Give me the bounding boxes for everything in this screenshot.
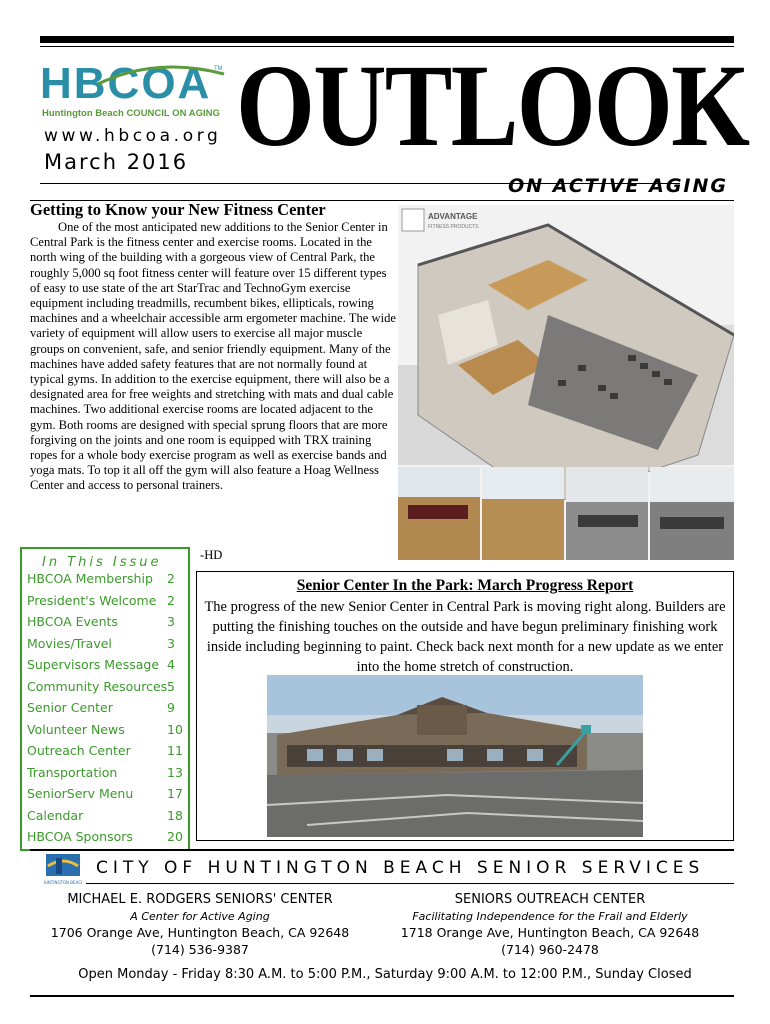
masthead-title: OUTLOOK bbox=[236, 40, 749, 171]
toc-item[interactable] bbox=[27, 571, 187, 592]
image-brand: ADVANTAGE bbox=[428, 212, 478, 221]
toc-item[interactable] bbox=[27, 657, 187, 678]
toc-label: President's Welcome bbox=[27, 592, 157, 608]
crest-caption: HUNTINGTON BEACH bbox=[44, 880, 82, 885]
toc-heading: In This Issue bbox=[42, 555, 162, 570]
city-crest-icon bbox=[44, 852, 82, 886]
toc-label: Community Resources bbox=[27, 678, 168, 694]
toc-item[interactable] bbox=[27, 765, 187, 786]
toc-item[interactable] bbox=[27, 786, 187, 807]
issue-date: March 2016 bbox=[44, 150, 189, 174]
toc-label: Calendar bbox=[27, 807, 84, 823]
footer-mid-rule bbox=[86, 883, 734, 884]
toc-item[interactable] bbox=[27, 722, 187, 743]
toc-page: 2 bbox=[167, 592, 175, 608]
footer-bottom-rule bbox=[30, 995, 734, 997]
toc-page: 4 bbox=[167, 657, 175, 672]
center2-subtitle: Facilitating Independence for the Frail and Elderly bbox=[412, 910, 688, 923]
toc-page: 11 bbox=[167, 743, 183, 758]
toc-label: SeniorServ Menu bbox=[27, 786, 134, 801]
progress-body: The progress of the new Senior Center in Central Park is moving right along. Builders are putting the finishing touches on the outside and have begun preliminary finishing work inside including beginning to paint. Check back next month for a new update as we enter into the home stretch of construction. bbox=[204, 599, 726, 675]
center1-phone: (714) 536-9387 bbox=[151, 942, 249, 957]
progress-title: Senior Center In the Park: March Progress Report bbox=[296, 577, 634, 594]
center1-address: 1706 Orange Ave, Huntington Beach, CA 92648 bbox=[50, 925, 350, 940]
hours-of-operation: Open Monday - Friday 8:30 A.M. to 5:00 P.M., Saturday 9:00 A.M. to 12:00 P.M., Sunday Closed bbox=[78, 967, 692, 982]
toc-label: HBCOA Membership bbox=[27, 571, 153, 586]
toc-item[interactable] bbox=[27, 593, 187, 614]
toc-page: 20 bbox=[167, 829, 183, 844]
toc-page: 17 bbox=[167, 786, 183, 801]
toc-item[interactable] bbox=[27, 679, 187, 700]
center1-subtitle: A Center for Active Aging bbox=[130, 910, 270, 923]
toc-page: 18 bbox=[167, 807, 183, 823]
toc-label: Transportation bbox=[27, 764, 118, 780]
toc-label: Senior Center bbox=[27, 700, 113, 715]
website-url: www.hbcoa.org bbox=[44, 126, 222, 146]
toc-page: 3 bbox=[167, 614, 175, 629]
toc-item[interactable] bbox=[27, 808, 187, 829]
toc-item[interactable] bbox=[27, 743, 187, 764]
center2-phone: (714) 960-2478 bbox=[501, 942, 599, 957]
article-body bbox=[30, 220, 396, 494]
construction-photo bbox=[267, 675, 643, 837]
toc-label: Movies/Travel bbox=[27, 635, 112, 651]
toc-page: 3 bbox=[167, 635, 175, 651]
toc-item[interactable] bbox=[27, 829, 187, 850]
toc-label: Outreach Center bbox=[27, 743, 131, 758]
senior-center-building-illustration bbox=[267, 675, 643, 837]
logo-subtitle: Huntington Beach COUNCIL ON AGING bbox=[42, 108, 220, 119]
article-title: Getting to Know your New Fitness Center bbox=[30, 200, 326, 219]
image-brand-sub: FITNESS PRODUCTS bbox=[428, 224, 479, 230]
logo-tm: TM bbox=[214, 66, 223, 72]
article-signature: -HD bbox=[200, 548, 223, 562]
progress-report-box bbox=[196, 571, 734, 841]
toc-label: Volunteer News bbox=[27, 721, 125, 737]
toc-item[interactable] bbox=[27, 614, 187, 635]
center2-address: 1718 Orange Ave, Huntington Beach, CA 92648 bbox=[400, 925, 700, 940]
toc-page: 2 bbox=[167, 571, 175, 586]
center2-name: SENIORS OUTREACH CENTER bbox=[454, 892, 646, 907]
in-this-issue-box bbox=[20, 547, 190, 851]
article-paragraph: One of the most anticipated new additions to the Senior Center in Central Park is the fitness center and exercise rooms. Located in the north wing of the building with a gorgeous view of Central Park, the roughly 5,000 sq foot fitness center will feature over 15 different types of easy to use state of the art StarTrac and TechnoGym exercise equipment including treadmills, recumbent bikes, ellipticals, rowing machines and a wheelchair accessible arm ergometer machine. The wide variety of equipment will allow users to exercise all major muscle groups on convenient, safe, and senior friendly equipment. Many of the machines have added safety features that are not normally found at typical gyms. In addition to the exercise equipment, there will also be a designated area for free weights and stretching with mats and dual cable machines. Two additional exercise rooms are located adjacent to the gym. Both rooms are designed with special sprung floors that are more forgiving on the joints and one room is equipped with TRX training ropes for a whole body exercise program as well as exercise bands and yoga mats. To top it all off the gym will also feature a Hoag Wellness Center and access to personal trainers. bbox=[30, 220, 396, 493]
toc-item[interactable] bbox=[27, 636, 187, 657]
toc-page: 5 bbox=[167, 678, 175, 694]
toc-label: HBCOA Sponsors bbox=[27, 829, 133, 844]
masthead-tagline: ON ACTIVE AGING bbox=[508, 175, 728, 197]
footer-top-rule bbox=[30, 849, 734, 851]
fitness-floorplan-illustration bbox=[398, 205, 734, 560]
toc-label: Supervisors Message bbox=[27, 657, 160, 672]
city-services-heading: CITY OF HUNTINGTON BEACH SENIOR SERVICES bbox=[96, 858, 705, 878]
logo-swoosh-icon bbox=[96, 62, 226, 88]
fitness-center-rendering bbox=[398, 205, 734, 560]
toc-page: 9 bbox=[167, 700, 175, 715]
center1-name: MICHAEL E. RODGERS SENIORS' CENTER bbox=[67, 892, 333, 907]
hbcoa-logo bbox=[40, 59, 225, 124]
logo-text: HBCOA bbox=[40, 59, 212, 108]
toc-page: 10 bbox=[167, 721, 183, 737]
toc-label: HBCOA Events bbox=[27, 614, 118, 629]
toc-page: 13 bbox=[167, 764, 183, 780]
toc-item[interactable] bbox=[27, 700, 187, 721]
